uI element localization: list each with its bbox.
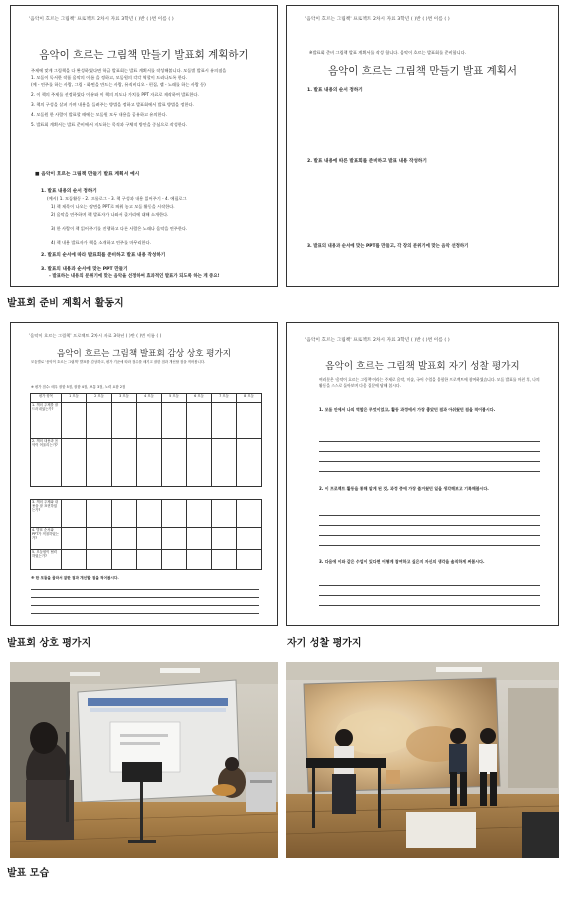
self-reflection-sheet <box>286 322 559 626</box>
question-2: 2. 이 프로젝트 활동을 통해 알게 된 것, 과정 중에 가장 즐거웠던 일을 생각해보고 기록해봅시다. <box>319 486 489 491</box>
col-head: 1 모둠 <box>62 394 87 403</box>
bottom-note: ※ 한 모둠을 골라서 잘한 점과 개선할 점을 적어봅시다. <box>31 576 119 580</box>
plan-line: - 발표하는 내용의 분위기에 맞는 음악을 선정하여 효과적인 발표가 되도록 하는 게 중요! <box>49 274 220 279</box>
col-head: 2 모둠 <box>87 394 112 403</box>
caption-self: 자기 성찰 평가지 <box>287 638 362 649</box>
intro-text: 모둠별로 '음악이 흐르는 그림책' 발표를 감상하고, 평가 기준에 따라 점수를 매기고 잘한 점과 개선할 점을 적어봅니다. <box>31 360 206 364</box>
intro-line: 주제에 맞게 그림책을 다 완성하였다면 학급 발표회는 발표 계획서를 작성해봅니다. 모둠별 발표시 유의점을 <box>31 68 227 73</box>
plan-line: 3) 한 사람이 책 읽어주기를 진행하고 다른 사람은 노래나 음악을 연주한다. <box>51 226 188 231</box>
answer-line <box>31 605 259 606</box>
table-note: ※ 평가 점수: 매우 잘함 5점, 잘함 4점, 보통 3점, 노력 요함 2점 <box>31 385 126 389</box>
prep-plan-worksheet-1 <box>10 5 278 287</box>
answer-line <box>319 585 540 586</box>
caption-scene: 발표 모습 <box>7 868 50 879</box>
caption-prep: 발표회 준비 계획서 활동지 <box>7 298 124 309</box>
intro-line: 5. 발표회 계획서는 발표 준비에서 지도하는 목적과 구체적 방안을 중심으로 작성한다. <box>31 122 188 127</box>
plan-line: 3. 발표의 내용과 순서에 맞는 PPT 만들기 <box>41 267 128 272</box>
answer-line <box>319 515 540 516</box>
intro-line: 3. 책의 구성을 살펴 가며 내용을 들려주는 방법을 정하고 발표회에서 발표 방법을 정한다. <box>31 102 194 107</box>
question-3: 3. 다음에 이와 같은 수업이 있다면 어떻게 참여하고 싶은지 자신의 생각을 솔직하게 써봅시다. <box>319 559 485 564</box>
answer-line <box>319 605 540 606</box>
plan-line: 2) 음악을 연주하며 책 발표자가 나와서 줄거리에 대해 소개한다. <box>51 212 169 217</box>
answer-line <box>319 461 540 462</box>
worksheet-header: '음악이 흐르는 그림책' 프로젝트 2차시 자료 3학년 ( )반 ( )번 이름 ( ) <box>305 17 450 22</box>
section-title: ■ 음악이 흐르는 그림책 만들기 발표 계획서 예시 <box>35 172 140 177</box>
row-label: 3. 책의 주제와 내용을 잘 표현하였는가? <box>31 500 62 528</box>
intro-line: 2. 이 책의 주제를 선정하였다 이유와 이 책의 의도나 가치를 PPT 자료로 제작하여 발표한다. <box>31 92 199 97</box>
worksheet-title: 음악이 흐르는 그림책 만들기 발표 계획서 <box>327 65 518 77</box>
worksheet-title: 음악이 흐르는 그림책 발표회 자기 성찰 평가지 <box>325 361 520 372</box>
answer-line <box>31 613 259 614</box>
peer-evaluation-sheet <box>10 322 278 626</box>
col-head: 4 모둠 <box>137 394 162 403</box>
row-label: 5. 모둠원이 협력하였는가? <box>31 550 62 570</box>
question-2: 2. 발표 내용에 따른 발표회를 준비하고 발표 내용 작성하기 <box>307 159 427 164</box>
answer-line <box>319 451 540 452</box>
presentation-photo-1 <box>10 662 278 858</box>
intro-text: 여러분은 '음악이 흐르는 그림책'이라는 주제로 음악, 미술, 국어 수업을 융합한 프로젝트에 참여하였습니다. 모둠 발표를 마친 후, 나의 활동을 스스로 돌아보며 다음 질문에 답해 봅시다. <box>319 377 540 388</box>
row-label: 1. 책의 주제를 잘 드러내었는가? <box>31 403 62 439</box>
peer-evaluation-table-bottom <box>30 499 262 570</box>
instruction-text: ※발표회 준비 그림책 발표 계획서를 작성 합니다. 음악이 흐르는 발표회를 준비합니다. <box>309 50 467 55</box>
row-label: 4. 발표 순서와 PPT가 적절하였는가? <box>31 528 62 550</box>
col-head: 7 모둠 <box>212 394 237 403</box>
worksheet-title: 음악이 흐르는 그림책 발표회 감상 상호 평가지 <box>56 349 232 359</box>
answer-line <box>319 535 540 536</box>
prep-plan-worksheet-2 <box>286 5 559 287</box>
worksheet-title: 음악이 흐르는 그림책 만들기 발표회 계획하기 <box>39 49 249 61</box>
peer-evaluation-table-top <box>30 393 262 487</box>
question-3: 3. 발표의 내용과 순서에 맞는 PPT를 만들고, 각 장의 분위기에 맞는 음악 선정하기 <box>307 244 469 249</box>
answer-line <box>319 471 540 472</box>
answer-line <box>319 595 540 596</box>
worksheet-header: '음악이 흐르는 그림책' 프로젝트 2차시 자료 3학년 ( )반 ( )번 이름 ( ) <box>29 17 174 22</box>
question-1: 1. 발표 내용의 순서 정하기 <box>307 88 363 93</box>
answer-line <box>319 441 540 442</box>
answer-line <box>31 589 259 590</box>
worksheet-header: '음악이 흐르는 그림책' 프로젝트 2차시 자료 3학년 ( )반 ( )번 이름 ( ) <box>29 333 162 338</box>
worksheet-header: '음악이 흐르는 그림책' 프로젝트 2차시 자료 3학년 ( )반 ( )번 이름 ( ) <box>305 338 450 343</box>
plan-line: 2. 발표의 순서에 따라 발표회를 준비하고 발표 내용 작성하기 <box>41 253 166 258</box>
answer-line <box>319 545 540 546</box>
caption-peer: 발표회 상호 평가지 <box>7 638 92 649</box>
intro-line: 1. 모둠이 독서한 작품 음악의 이름 을 정하고, 모둠원의 각각 역할이 드러나도록 한다. <box>31 75 188 80</box>
col-head: 8 모둠 <box>237 394 262 403</box>
plan-line: 1) 책 제목이 나오는 장면을 PPT로 띄워 놓고 모둠 활동을 시작한다. <box>51 204 175 209</box>
question-1: 1. 모둠 안에서 나의 역할은 무엇이었고, 활동 과정에서 가장 좋았던 점과 아쉬웠던 점을 적어봅시다. <box>319 407 496 412</box>
col-head: 3 모둠 <box>112 394 137 403</box>
answer-line <box>319 525 540 526</box>
intro-line: 4. 모둠원 한 사람이 발표할 때에는 모둠원 모두 내용을 공유하고 유의한다. <box>31 112 167 117</box>
col-head: 평가 항목 <box>31 394 62 403</box>
answer-line <box>31 597 259 598</box>
presentation-photo-2 <box>286 662 559 858</box>
plan-line: 4) 책 내용 발표자가 책을 소개하고 연주를 마무리한다. <box>51 240 151 245</box>
intro-line: (예 - 연주를 하는 사람, 그림 - 화면을 만드는 사람, 뮤직비디오 - 편집, 랩 - 노래를 하는 사람 등) <box>31 82 206 87</box>
row-label: 2. 책의 내용과 음악이 어울리는가? <box>31 439 62 487</box>
plan-line: (예시) 1. 모둠활동 - 2. 프롤로그 - 3. 책 구성과 내용 읽어주기 - 4. 에필로그 <box>47 196 187 201</box>
col-head: 6 모둠 <box>187 394 212 403</box>
plan-line: 1. 발표 내용의 순서 정하기 <box>41 189 97 194</box>
col-head: 5 모둠 <box>162 394 187 403</box>
